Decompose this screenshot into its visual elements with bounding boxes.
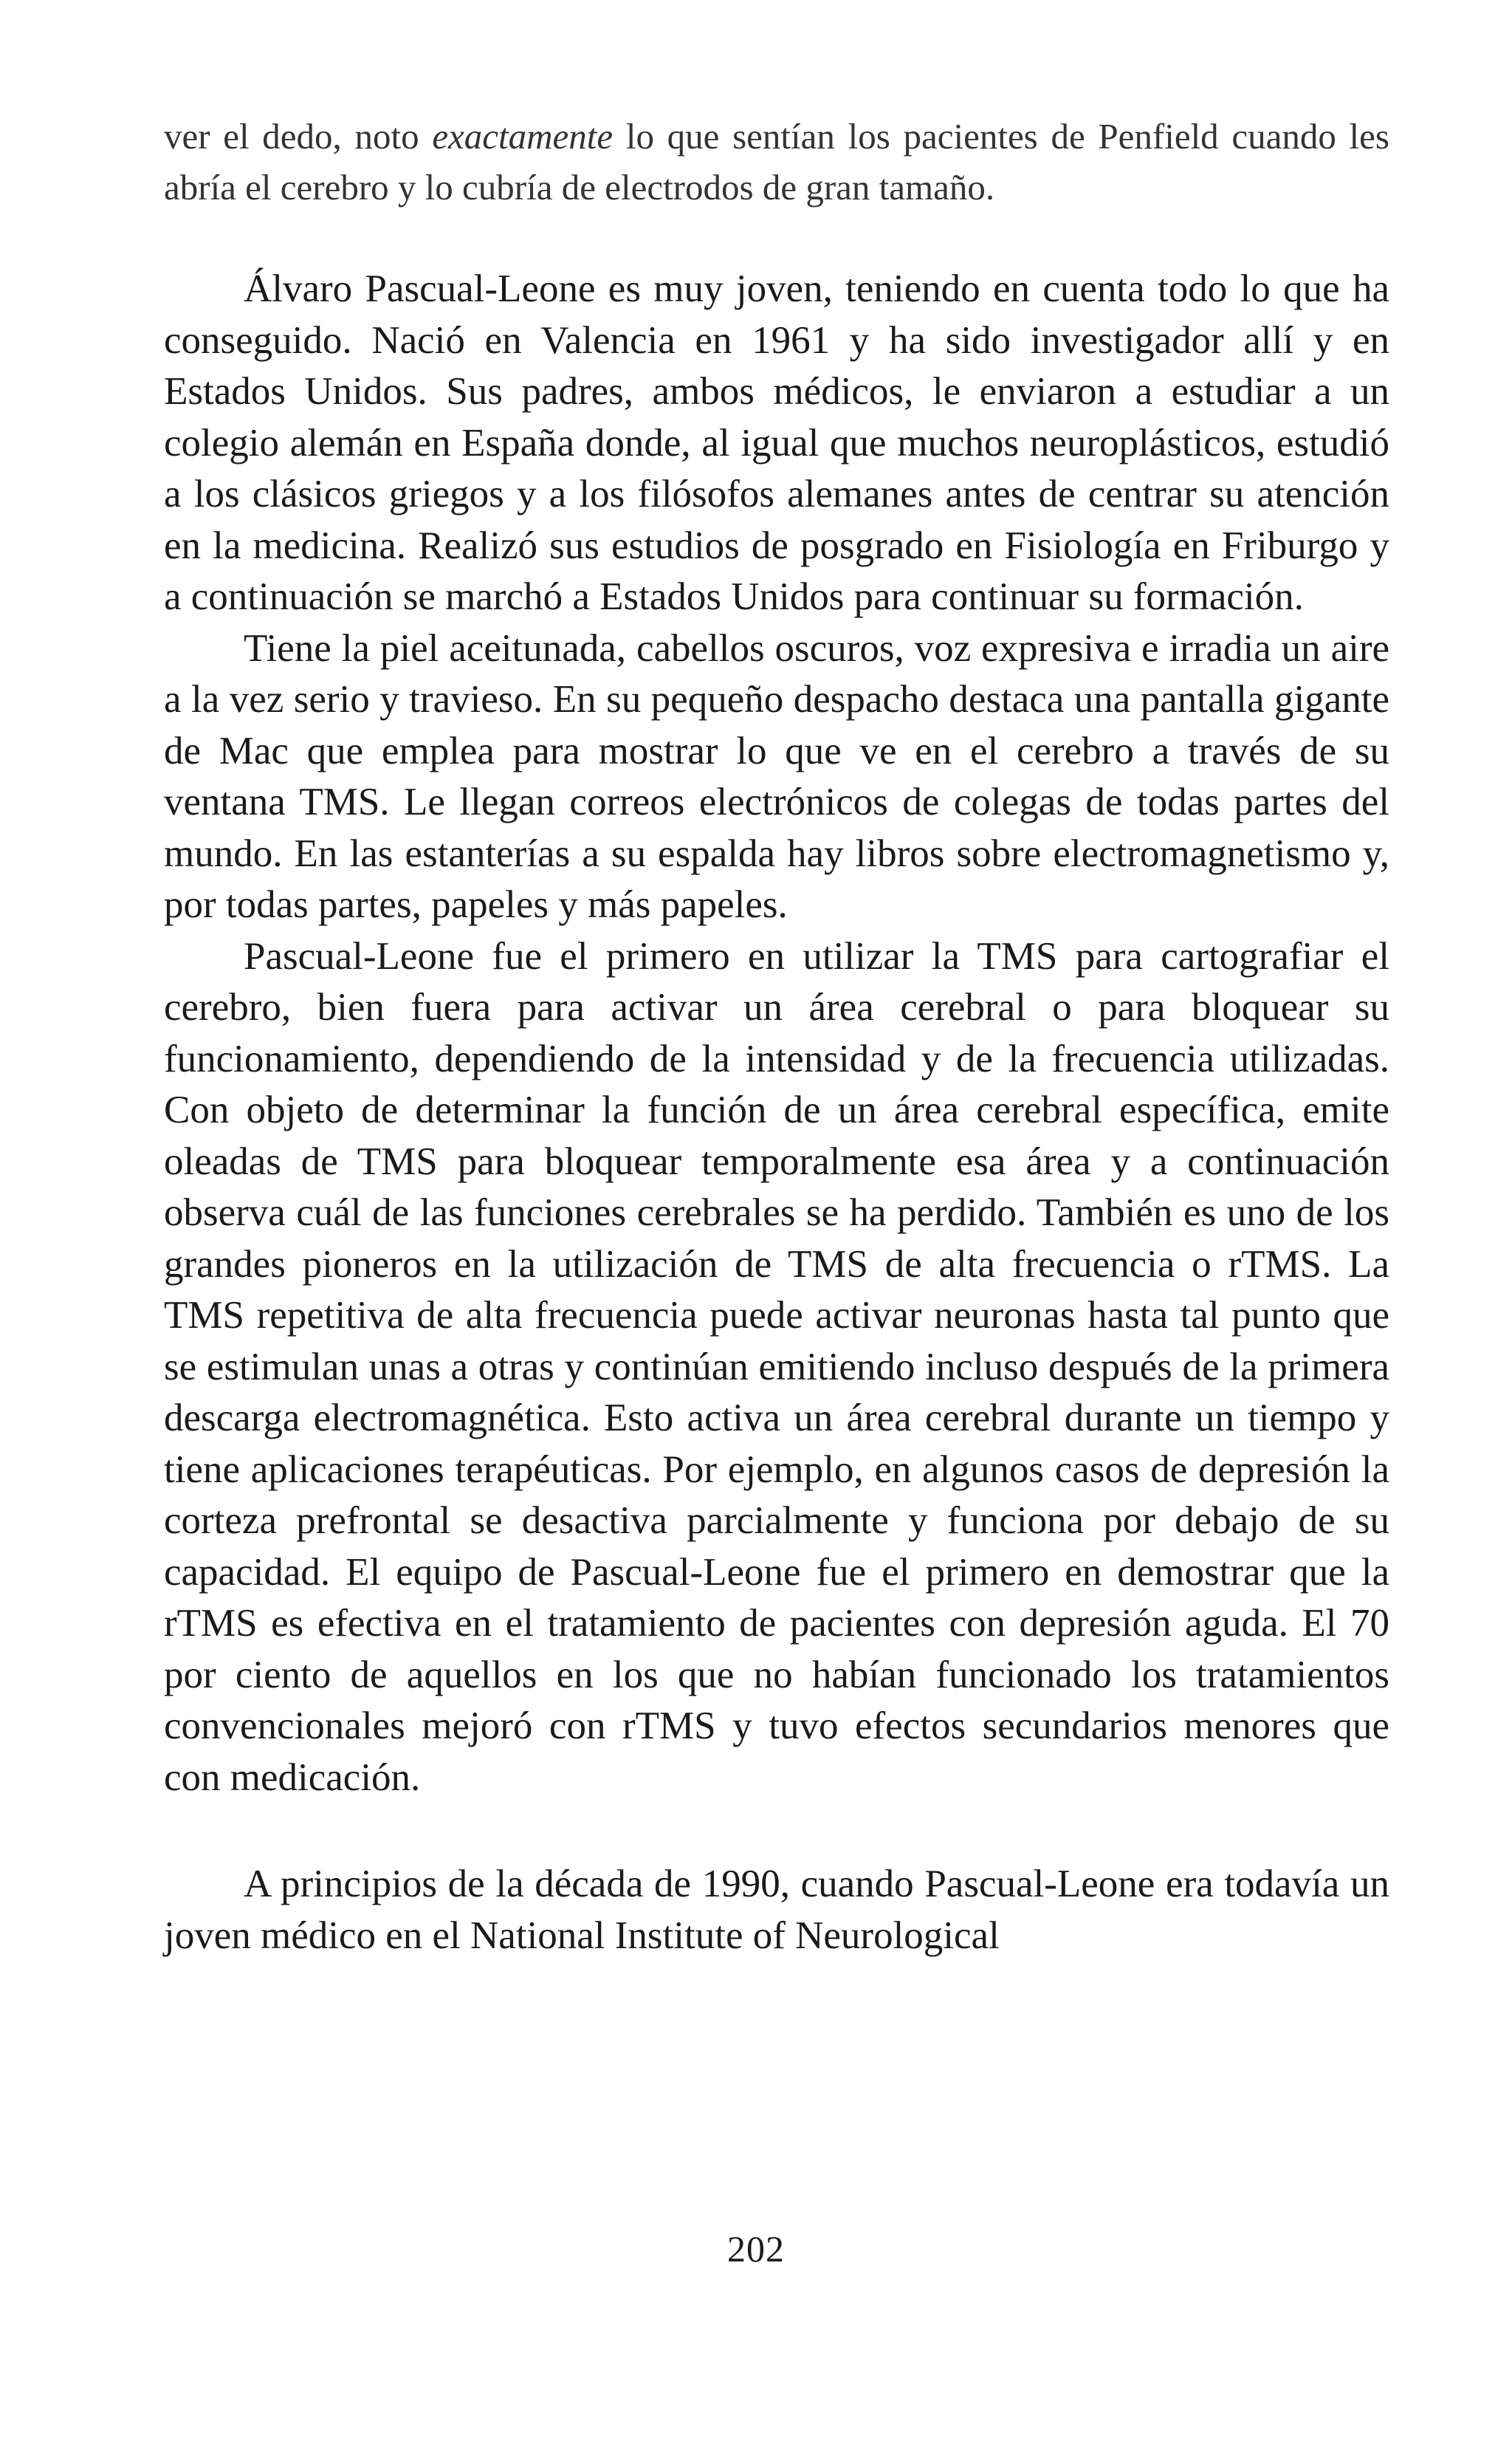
intro-paragraph bbox=[164, 111, 1389, 213]
intro-text-end: lo que sentían los pacientes de Penfield cuando les abría el cerebro y lo cubría de electrodos de gran tamaño. bbox=[164, 116, 1389, 208]
book-page bbox=[164, 111, 1389, 1961]
paragraph-1990s: A principios de la década de 1990, cuando Pascual-Leone era todavía un joven médico en el National Institute of Neurological bbox=[164, 1863, 1389, 1957]
paragraph-alvaro-bio: Álvaro Pascual-Leone es muy joven, teniendo en cuenta todo lo que ha conseguido. Nació en Valencia en 1961 y ha sido investigador allí y en Estados Unidos. Sus padres, ambos médicos, le enviaron a estudiar a un colegio alemán en España donde, al igual que muchos neuroplásticos, estudió a los clásicos griegos y a los filósofos alemanes antes de centrar su atención en la medicina. Realizó sus estudios de posgrado en Fisiología en Friburgo y a continuación se marchó a Estados Unidos para continuar su formación. bbox=[164, 267, 1389, 618]
intro-text-start: ver el dedo, noto bbox=[164, 116, 433, 157]
paragraph-appearance: Tiene la piel aceitunada, cabellos oscuros, voz expresiva e irradia un aire a la vez serio y travieso. En su pequeño despacho destaca una pantalla gigante de Mac que emplea para mostrar lo que ve en el cerebro a través de su ventana TMS. Le llegan correos electrónicos de colegas de todas partes del mundo. En las estanterías a su espalda hay libros sobre electromagnetismo y, por todas partes, papeles y más papeles. bbox=[164, 626, 1389, 926]
paragraph-tms-research: Pascual-Leone fue el primero en utilizar la TMS para cartografiar el cerebro, bien fuera para activar un área cerebral o para bloquear su funcionamiento, dependiendo de la intensidad y de la frecuencia utilizadas. Con objeto de determinar la función de un área cerebral específica, emite oleadas de TMS para bloquear temporalmente esa área y a continuación observa cuál de las funciones cerebrales se ha perdido. También es uno de los grandes pioneros en la utilización de TMS de alta frecuencia o rTMS. La TMS repetitiva de alta frecuencia puede activar neuronas hasta tal punto que se estimulan unas a otras y continúan emitiendo incluso después de la primera descarga electromagnética. Esto activa un área cerebral durante un tiempo y tiene aplicaciones terapéuticas. Por ejemplo, en algunos casos de depresión la corteza prefrontal se desactiva parcialmente y funciona por debajo de su capacidad. El equipo de Pascual-Leone fue el primero en demostrar que la rTMS es efectiva en el tratamiento de pacientes con depresión aguda. El 70 por ciento de aquellos en los que no habían funcionado los tratamientos convencionales mejoró con rTMS y tuvo efectos secundarios menores que con medicación. bbox=[164, 934, 1389, 1799]
page-number: 202 bbox=[727, 2228, 785, 2269]
intro-italic-word: exactamente bbox=[432, 116, 614, 157]
